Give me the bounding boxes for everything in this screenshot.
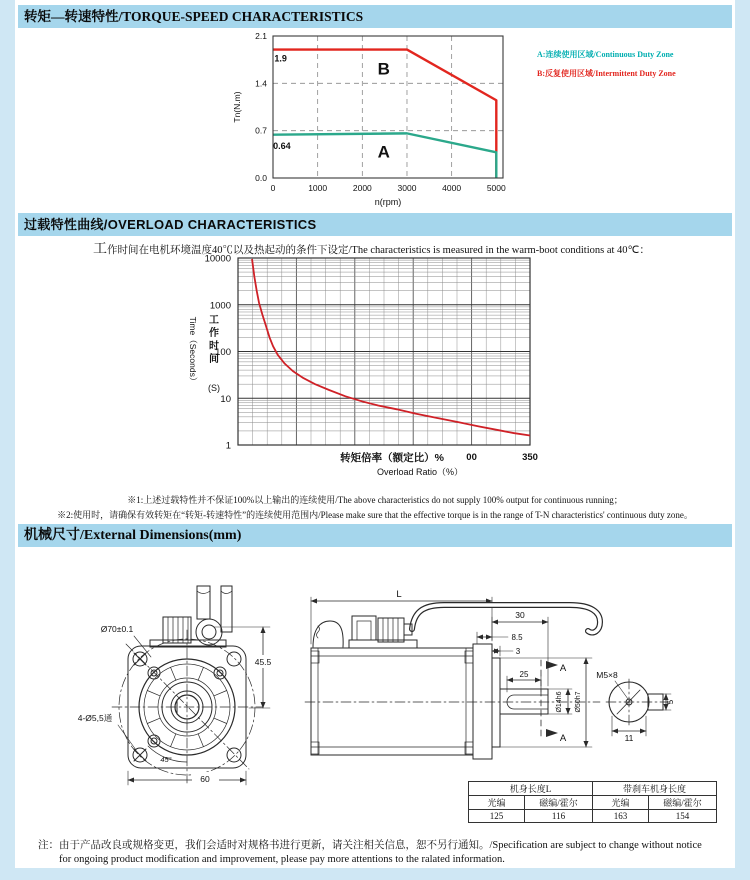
x-tick-label: 00	[466, 452, 477, 463]
x-axis-title: n(rpm)	[374, 197, 402, 207]
chart-legend	[537, 49, 676, 87]
overload-chart	[170, 248, 550, 488]
curve-overload-time-vs-ratio	[252, 259, 530, 435]
motor-front-view	[112, 586, 270, 785]
body-length-table	[468, 781, 717, 823]
header-body-length: 机身长度L	[469, 782, 593, 796]
dimension-drawings	[55, 575, 750, 790]
x-tick-label: 5000	[486, 183, 506, 193]
dim-front-height: 45.5	[254, 657, 272, 667]
side-connector	[313, 605, 600, 648]
footnote-1: ※1:上述过载特性并不保证100%以上输出的连续使用/The above characteristics do not supply 100% output for continuous running；	[127, 495, 623, 505]
x-tick-label: 4000	[442, 183, 462, 193]
subheader-optical: 光编	[469, 796, 525, 810]
dim-detail-key-width: 5	[666, 699, 675, 705]
dim-side-3: 3	[515, 647, 521, 656]
section-label-a-bottom: A	[559, 733, 567, 744]
dim-detail-tap: M5×8	[596, 670, 618, 680]
y-tick-label: 1000	[209, 300, 231, 312]
table-subheader-row	[469, 796, 717, 810]
x-tick-label: 350	[522, 452, 538, 463]
dim-side-key-len: 25	[519, 670, 529, 679]
value-optical: 125	[469, 810, 525, 823]
value-optical-brake: 163	[593, 810, 649, 823]
value-magnetic-brake: 154	[649, 810, 717, 823]
y-axis-unit: (S)	[208, 383, 220, 393]
section-label-a-top: A	[559, 663, 567, 674]
dim-detail-flat: 11	[624, 733, 634, 743]
y-tick-label: 1.4	[255, 78, 267, 89]
overload-footnotes	[0, 493, 750, 523]
x-tick-label: 1000	[308, 183, 328, 193]
legend-item: A:连续使用区域/Continuous Duty Zone	[537, 50, 674, 59]
curve-annotation: 0.64	[273, 140, 291, 151]
front-connector	[150, 586, 232, 647]
y-axis-title-cn: 工作时间	[209, 315, 219, 365]
y-tick-label: 1	[225, 440, 231, 452]
shaft-end-detail	[606, 679, 671, 736]
y-tick-label: 0.0	[255, 173, 267, 183]
dim-side-length: L	[396, 589, 402, 600]
footnote-2: ※2:使用时，请确保有效转矩在“转矩-转速特性”的连续使用范围内/Please make sure that the effective torque is in the range of T-N characteristics' continuous duty zone。	[57, 510, 693, 520]
curve-annotation: A	[377, 142, 390, 162]
dim-front-width: 60	[200, 774, 210, 784]
section-header-dimensions: 机械尺寸/External Dimensions(mm)	[18, 524, 732, 547]
bottom-note	[38, 839, 716, 867]
table-header-row	[469, 782, 717, 796]
y-tick-label: 2.1	[255, 31, 267, 41]
note-text: 由于产品改良或规格变更，我们会适时对规格书进行更新，请关注相关信息，恕不另行通知。/Specification are subject to change without notice for ongoing product modification and improvement, please pay more attentions to the ralated information.	[59, 840, 702, 865]
section-header-overload: 过载特性曲线/OVERLOAD CHARACTERISTICS	[18, 213, 732, 236]
header-brake-body-length: 带刹车机身长度	[593, 782, 717, 796]
dim-pilot-diameter: Ø50h7	[575, 691, 582, 713]
x-tick-label: 0	[270, 183, 276, 193]
x-axis-title-cn: 转矩倍率（额定比）%	[340, 452, 444, 464]
subheader-magnetic: 磁编/霍尔	[525, 796, 593, 810]
overload-test-condition: 工作时间在电机环境温度40℃以及热起动的条件下设定/The characteristics is measured in the warm-boot conditions at 40℃：	[93, 242, 650, 257]
y-axis-title: Tn(N.m)	[232, 91, 242, 123]
torque-speed-chart	[180, 28, 530, 213]
x-axis-title-en: Overload Ratio（%）	[376, 467, 464, 477]
dim-side-85: 8.5	[511, 633, 523, 642]
y-tick-label: 0.7	[255, 125, 267, 136]
subheader-optical-brake: 光编	[593, 796, 649, 810]
x-tick-label: 2000	[352, 183, 372, 193]
subheader-magnetic-brake: 磁编/霍尔	[649, 796, 717, 810]
dim-side-shaft-len: 30	[515, 610, 525, 620]
x-tick-label: 3000	[397, 183, 417, 193]
y-axis-title-en: Time（Seconds）	[188, 316, 198, 386]
y-tick-label: 10	[220, 393, 231, 405]
dim-front-diameter: Ø70±0.1	[100, 624, 134, 634]
dim-front-holes: 4-Ø5,5通	[77, 713, 113, 723]
value-magnetic: 116	[525, 810, 593, 823]
dim-shaft-diameter: Ø14h6	[556, 691, 563, 713]
dim-front-angle: 45°	[160, 755, 172, 764]
curve-annotation: B	[377, 59, 390, 79]
motor-side-view	[305, 597, 600, 759]
curve-annotation: 1.9	[274, 53, 287, 64]
table-data-row	[469, 810, 717, 823]
section-header-torque-speed: 转矩—转速特性/TORQUE-SPEED CHARACTERISTICS	[18, 5, 732, 28]
y-tick-label: 10000	[204, 253, 231, 265]
legend-item: B:反复使用区域/Intermittent Duty Zone	[537, 69, 676, 78]
y-tick-label: 100	[215, 347, 231, 358]
note-label: 注：	[38, 840, 59, 851]
